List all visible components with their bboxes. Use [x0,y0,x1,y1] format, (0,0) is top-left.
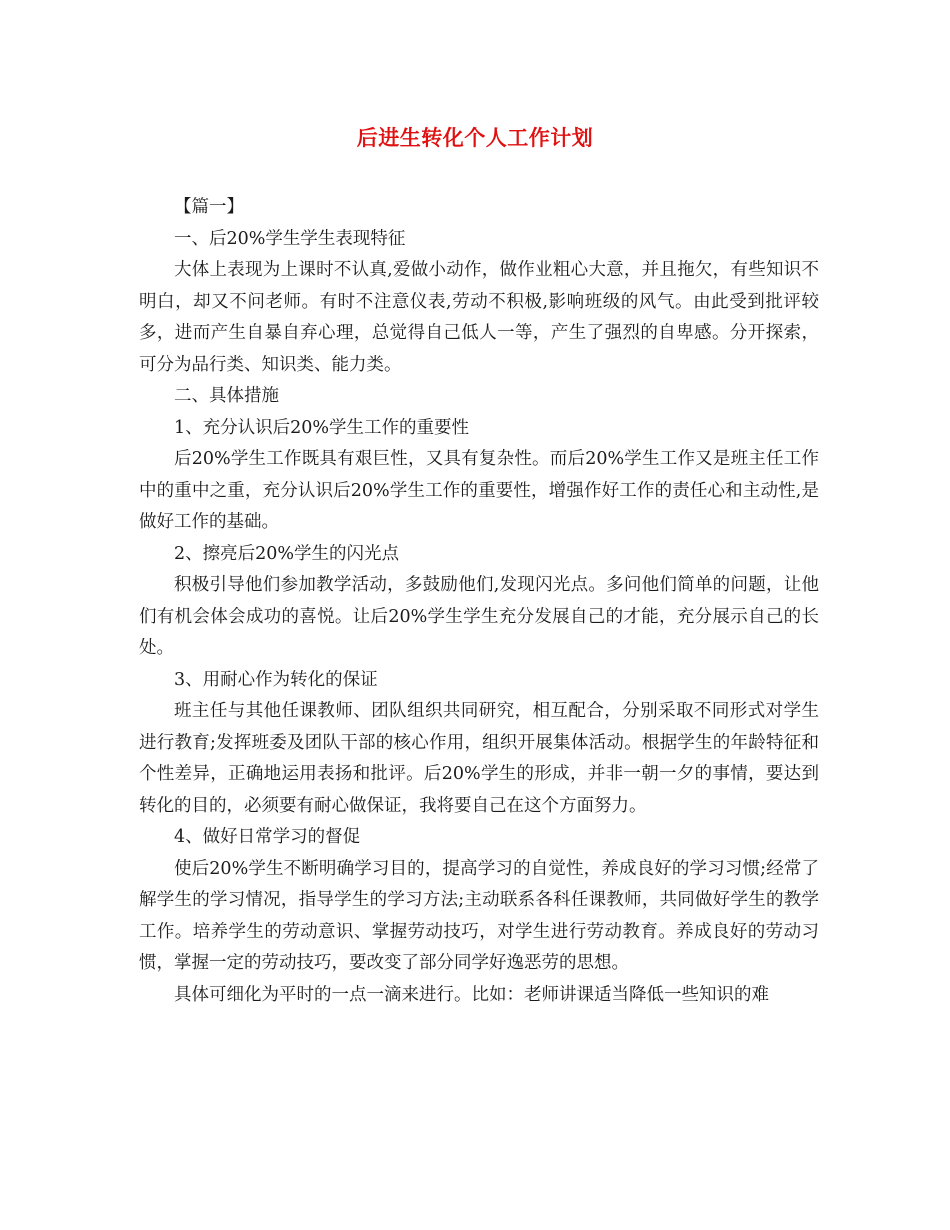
body-paragraph: 使后20%学生不断明确学习目的，提高学习的自觉性，养成良好的学习习惯;经常了解学生的学习情况，指导学生的学习方法;主动联系各科任课教师，共同做好学生的教学工作。培养学生的劳动意识、掌握劳动技巧，对学生进行劳动教育。养成良好的劳动习惯，掌握一定的劳动技巧，要改变了部分同学好逸恶劳的思想。 [139,858,819,973]
part-heading: 【篇一】 [174,197,244,217]
document-body [139,192,819,1011]
section-heading: 一、后20%学生学生表现特征 [174,228,406,249]
body-paragraph: 后20%学生工作既具有艰巨性，又具有复杂性。而后20%学生工作又是班主任工作中的重中之重，充分认识后20%学生工作的重要性，增强作好工作的责任心和主动性,是做好工作的基础。 [139,449,819,532]
body-paragraph: 积极引导他们参加教学活动，多鼓励他们,发现闪光点。多问他们简单的问题，让他们有机会体会成功的喜悦。让后20%学生学生充分发展自己的才能，充分展示自己的长处。 [139,575,819,658]
subsection-heading: 2、擦亮后20%学生的闪光点 [174,543,400,564]
subsection-heading: 3、用耐心作为转化的保证 [174,669,378,690]
body-paragraph: 大体上表现为上课时不认真,爱做小动作，做作业粗心大意，并且拖欠，有些知识不明白，却又不问老师。有时不注意仪表,劳动不积极,影响班级的风气。由此受到批评较多，进而产生自暴自弃心理，总觉得自己低人一等，产生了强烈的自卑感。分开探索，可分为品行类、知识类、能力类。 [139,260,819,375]
subsection-heading: 1、充分认识后20%学生工作的重要性 [174,417,470,438]
section-heading: 二、具体措施 [174,386,279,406]
document-title: 后进生转化个人工作计划 [356,125,594,150]
body-paragraph: 班主任与其他任课教师、团队组织共同研究，相互配合，分别采取不同形式对学生进行教育;发挥班委及团队干部的核心作用，组织开展集体活动。根据学生的年龄特征和个性差异，正确地运用表扬和批评。后20%学生的形成，并非一朝一夕的事情，要达到转化的目的，必须要有耐心做保证，我将要自己在这个方面努力。 [139,701,819,816]
body-paragraph: 具体可细化为平时的一点一滴来进行。比如：老师讲课适当降低一些知识的难 [174,984,769,1005]
subsection-heading: 4、做好日常学习的督促 [174,827,361,847]
